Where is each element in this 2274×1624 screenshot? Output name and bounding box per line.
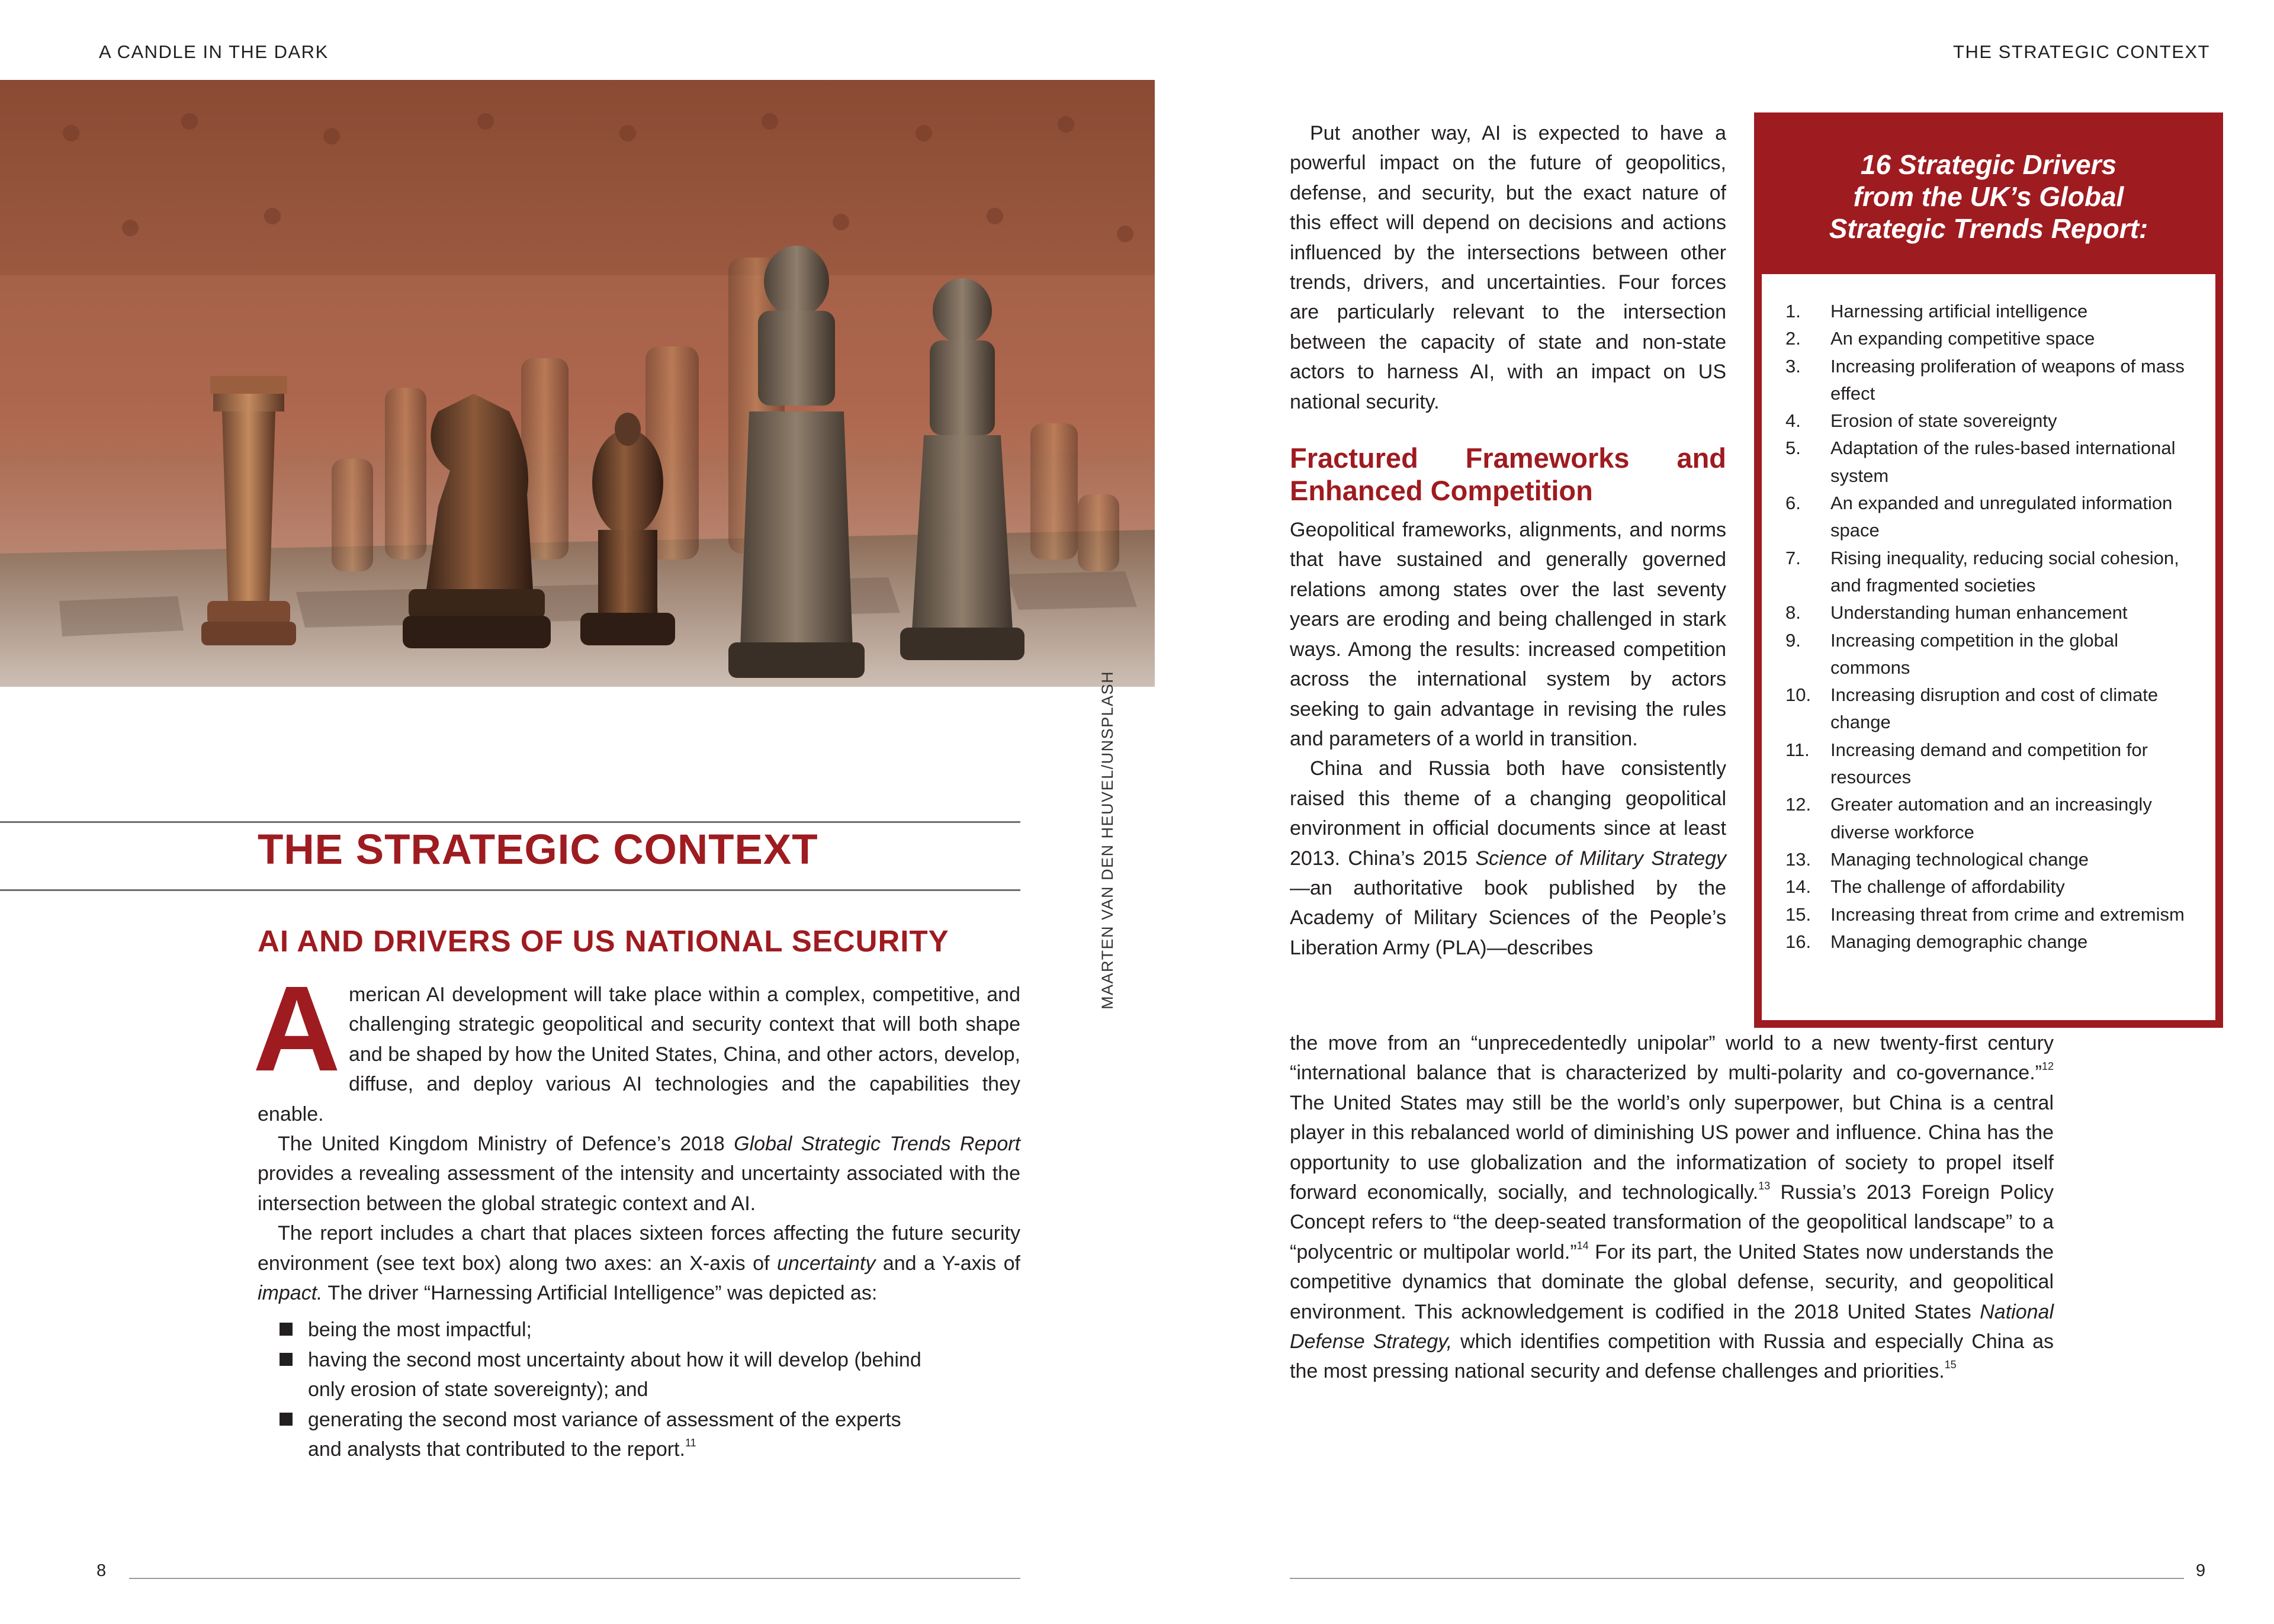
page-number-left: 8 <box>97 1561 107 1580</box>
footnote-ref: 12 <box>2041 1060 2054 1073</box>
bullet-square-icon <box>280 1353 293 1366</box>
list-item: 4. Erosion of state sovereignty <box>1785 410 2057 432</box>
strategic-drivers-sidebar <box>1754 112 2223 1028</box>
section-subtitle: AI AND DRIVERS OF US NATIONAL SECURITY <box>258 924 949 958</box>
list-item: 8. Understanding human enhancement <box>1785 602 2128 623</box>
list-item: 14. The challenge of affordability <box>1785 876 2065 898</box>
list-item: 3. Increasing proliferation of weapons of mass effect <box>1785 355 2185 404</box>
footer-rule-right <box>1290 1578 2184 1579</box>
footnote-ref: 11 <box>685 1437 696 1449</box>
title-rule-top <box>0 821 1020 823</box>
list-item: 13. Managing technological change <box>1785 848 2089 870</box>
running-head-left: A CANDLE IN THE DARK <box>99 41 329 62</box>
list-item: 10. Increasing disruption and cost of climate change <box>1785 684 2159 733</box>
list-item: generating the second most variance of assessment of the experts and analysts that contributed to the report.$^{11}$ <box>258 1405 974 1465</box>
sidebar-header <box>1762 120 2215 274</box>
left-column-text: American AI development will take place within a complex, competitive, and challenging strategic geopolitical and security context that will both shape and be shaped by how the United States, China, and other actors, develop, diffuse, and deploy various AI technologies and the capabilities they enable. The United Kingdom Ministry of Defence’s 2018 Global Strategic Trends Report provides a revealing assessment of the intensity and uncertainty associated with the intersection between the global strategic context and AI. The report includes a chart that places sixteen forces affecting the future security environment (see text box) along two axes: an X-axis of uncertainty and a Y-axis of impact. The driver “Harnessing Artificial Intelligence” was depicted as: being the most impactful; having the second most uncertainty about how it will develop (behind only erosion of state sovereignty); and generating the second most variance of assessment of the experts and analysts that contributed to the report.$^{11}$ <box>258 980 1020 1465</box>
bullet-square-icon <box>280 1413 293 1426</box>
footnote-ref: 14 <box>1576 1239 1589 1252</box>
drivers-list <box>1785 298 2194 956</box>
title-rule-bottom <box>0 889 1020 891</box>
footnote-ref: 13 <box>1758 1180 1771 1192</box>
list-item: 6. An expanded and unregulated information space <box>1785 493 2173 541</box>
bullet-square-icon <box>280 1323 293 1336</box>
driver-bullet-list <box>258 1315 974 1464</box>
list-item: 2. An expanding competitive space <box>1785 328 2095 349</box>
list-item: 5. Adaptation of the rules-based international system <box>1785 438 2176 486</box>
right-column-text: Put another way, AI is expected to have a powerful impact on the future of geopolitics, defense, and security, but the exact nature of this effect will depend on decisions and actions influenced by the intersections between other trends, drivers, and uncertainties. Four forces are particularly relevant to the intersection between the capacity of state and non-state actors to harness AI, with an impact on US national security. Fractured Frameworks and Enhanced Competition Geopolitical frameworks, alignments, and norms that have sustained and generally governed relations among states over the last seventy years are eroding and being challenged in stark ways. Among the results: increased competition across the international system by actors seeking to gain advantage in revising the rules and parameters of a world in transition. China and Russia both have consistently raised this theme of a changing geopolitical environment in official documents since at least 2013. China’s 2015 Science of Military Strategy—an authoritative book published by the Academy of Military Sciences of the People’s Liberation Army (PLA)—describes <box>1290 122 1726 959</box>
list-item: 11. Increasing demand and competition for resources <box>1785 739 2148 788</box>
list-item: 9. Increasing competition in the global commons <box>1785 629 2118 678</box>
list-item: 1. Harnessing artificial intelligence <box>1785 301 2088 321</box>
list-item: 7. Rising inequality, reducing social cohesion, and fragmented societies <box>1785 547 2179 596</box>
chess-photo <box>0 80 1155 687</box>
running-head-right: THE STRATEGIC CONTEXT <box>1953 41 2210 62</box>
list-item: having the second most uncertainty about how it will develop (behind only erosion of state sovereignty); and <box>258 1345 974 1405</box>
list-item: 16. Managing demographic change <box>1785 931 2088 952</box>
photo-credit: MAARTEN VAN DEN HEUVEL/UNSPLASH <box>1099 670 1116 1009</box>
sidebar-title: 16 Strategic Drivers from the UK’s Global Strategic Trends Report: <box>1829 149 2148 244</box>
footer-rule-left <box>129 1578 1020 1579</box>
list-item: 12. Greater automation and an increasingly diverse workforce <box>1785 794 2152 842</box>
drop-cap: A <box>253 961 341 1096</box>
footnote-ref: 15 <box>1944 1359 1957 1371</box>
subsection-heading: Fractured Frameworks and Enhanced Competition <box>1290 442 1726 507</box>
section-title: THE STRATEGIC CONTEXT <box>258 827 818 873</box>
list-item: being the most impactful; <box>258 1315 974 1345</box>
page-number-right: 9 <box>2196 1561 2206 1580</box>
right-wide-text: the move from an “unprecedentedly unipolar” world to a new twenty-first century “international balance that is characterized by multi-polarity and co-governance.”$^{12}$ The United States may still be the world’s only superpower, but China is a central player in this rebalanced world of diminishing US power and influence. China has the opportunity to use globalization and the informatization of society to propel itself forward economically, socially, and technologically.$^{13}$ Russia’s 2013 Foreign Policy Concept refers to “the deep-seated transformation of the geopolitical landscape” to a “polycentric or multipolar world.”$^{14}$ For its part, the United States now understands the competitive dynamics that dominate the global defense, security, and geopolitical environment. This acknowledgement is codified in the 2018 United States National Defense Strategy, which identifies competition with Russia and especially China as the most pressing national security and defense challenges and priorities.$^{15}$ <box>1290 1032 2054 1383</box>
list-item: 15. Increasing threat from crime and extremism <box>1785 903 2185 925</box>
